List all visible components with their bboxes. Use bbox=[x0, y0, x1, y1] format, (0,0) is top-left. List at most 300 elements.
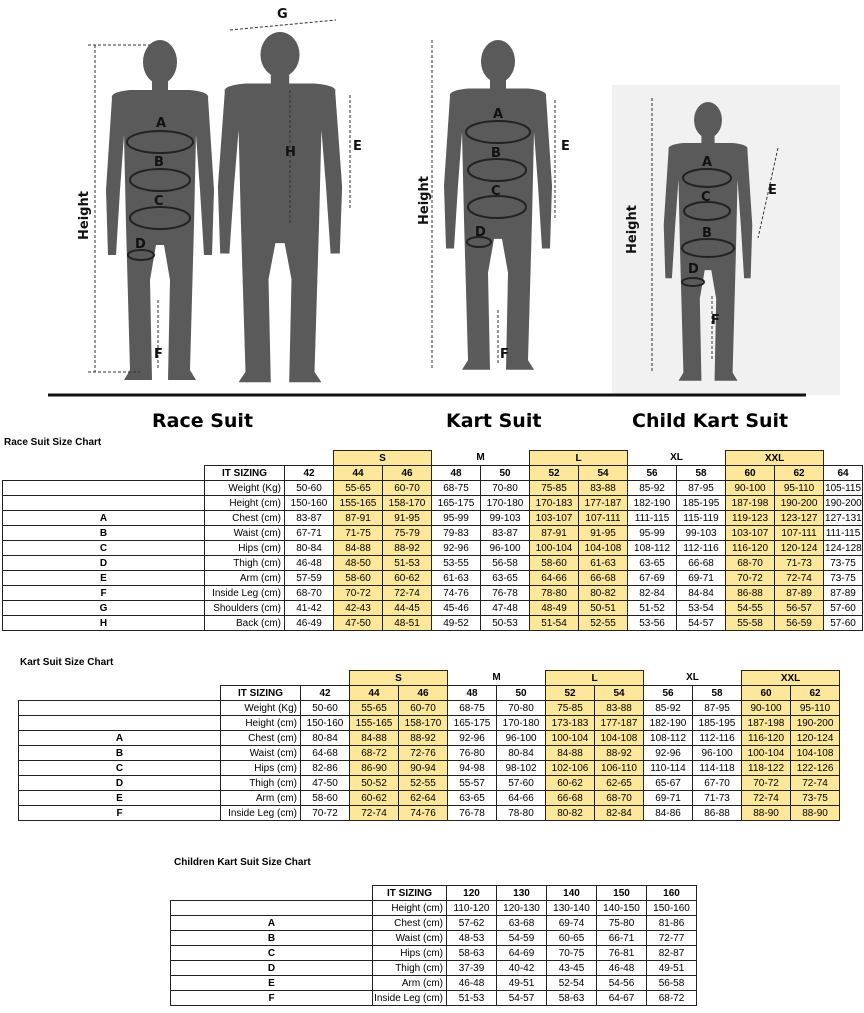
measurement-value: 42-43 bbox=[334, 601, 383, 616]
measurement-value: 72-74 bbox=[791, 776, 840, 791]
measurement-letter: A bbox=[19, 731, 221, 746]
table-row bbox=[171, 961, 697, 976]
child-kart-suit-title: Child Kart Suit bbox=[632, 410, 789, 432]
measurement-value: 71-73 bbox=[775, 556, 824, 571]
measurement-value: 72-74 bbox=[742, 791, 791, 806]
table-row bbox=[171, 946, 697, 961]
size-header: 46 bbox=[399, 686, 448, 701]
measurement-value: 70-80 bbox=[481, 481, 530, 496]
measurement-value: 123-127 bbox=[775, 511, 824, 526]
measurement-value: 75-85 bbox=[546, 701, 595, 716]
measurement-value: 61-63 bbox=[432, 571, 481, 586]
measurement-value: 170-180 bbox=[497, 716, 546, 731]
measurement-value: 72-76 bbox=[399, 746, 448, 761]
size-group-label: XXL bbox=[726, 451, 824, 466]
blank-cell bbox=[301, 671, 350, 686]
measurement-value: 58-60 bbox=[530, 556, 579, 571]
measurement-value: 64-69 bbox=[497, 946, 547, 961]
measurement-value: 73-75 bbox=[824, 571, 863, 586]
measurement-value: 47-48 bbox=[481, 601, 530, 616]
size-group-label: S bbox=[334, 451, 432, 466]
blank-cell bbox=[19, 686, 221, 701]
measurement-letter bbox=[3, 496, 205, 511]
height-label: Height bbox=[625, 205, 640, 254]
measurement-value: 119-123 bbox=[726, 511, 775, 526]
kart-size-table bbox=[18, 670, 840, 821]
measurement-label: Hips (cm) bbox=[221, 761, 301, 776]
measurement-value: 110-114 bbox=[644, 761, 693, 776]
measurement-value: 84-88 bbox=[334, 541, 383, 556]
measurement-value: 81-86 bbox=[647, 916, 697, 931]
size-header: 42 bbox=[285, 466, 334, 481]
race-size-table bbox=[2, 450, 863, 631]
measurement-value: 78-80 bbox=[497, 806, 546, 821]
letter-f: F bbox=[500, 347, 509, 362]
measurement-value: 71-75 bbox=[334, 526, 383, 541]
letter-f: F bbox=[711, 313, 720, 328]
measurement-value: 177-187 bbox=[579, 496, 628, 511]
measurement-value: 94-98 bbox=[448, 761, 497, 776]
it-sizing-label: IT SIZING bbox=[221, 686, 301, 701]
measurement-value: 51-53 bbox=[447, 991, 497, 1006]
measurement-letter: G bbox=[3, 601, 205, 616]
measurement-value: 110-120 bbox=[447, 901, 497, 916]
measurement-value: 70-72 bbox=[334, 586, 383, 601]
measurement-letter: F bbox=[19, 806, 221, 821]
measurement-value: 103-107 bbox=[726, 526, 775, 541]
measurement-value: 55-65 bbox=[334, 481, 383, 496]
measurement-value: 130-140 bbox=[547, 901, 597, 916]
table-row bbox=[19, 806, 840, 821]
measurement-value: 84-88 bbox=[546, 746, 595, 761]
measurement-label: Thigh (cm) bbox=[205, 556, 285, 571]
measurement-value: 70-72 bbox=[742, 776, 791, 791]
measurement-value: 67-71 bbox=[285, 526, 334, 541]
blank-cell bbox=[824, 451, 863, 466]
measurement-value: 65-67 bbox=[644, 776, 693, 791]
measurement-value: 83-87 bbox=[285, 511, 334, 526]
measurement-value: 170-180 bbox=[481, 496, 530, 511]
measurement-label: Waist (cm) bbox=[205, 526, 285, 541]
measurement-value: 173-183 bbox=[546, 716, 595, 731]
measurement-value: 64-68 bbox=[301, 746, 350, 761]
measurement-value: 45-46 bbox=[432, 601, 481, 616]
measurement-value: 50-51 bbox=[579, 601, 628, 616]
measurement-value: 95-110 bbox=[775, 481, 824, 496]
measurement-value: 87-89 bbox=[775, 586, 824, 601]
measurement-value: 95-110 bbox=[791, 701, 840, 716]
measurement-value: 56-58 bbox=[647, 976, 697, 991]
measurement-letter bbox=[171, 901, 373, 916]
measurement-value: 51-54 bbox=[530, 616, 579, 631]
table-row bbox=[3, 571, 863, 586]
measurement-value: 187-198 bbox=[726, 496, 775, 511]
size-header: 50 bbox=[481, 466, 530, 481]
size-header: 58 bbox=[693, 686, 742, 701]
measurement-value: 43-45 bbox=[547, 961, 597, 976]
measurement-value: 60-70 bbox=[383, 481, 432, 496]
measurement-value: 66-71 bbox=[597, 931, 647, 946]
size-header: 52 bbox=[530, 466, 579, 481]
measurement-value: 92-96 bbox=[448, 731, 497, 746]
it-sizing-label: IT SIZING bbox=[205, 466, 285, 481]
measurement-label: Thigh (cm) bbox=[373, 961, 447, 976]
measurement-value: 87-95 bbox=[693, 701, 742, 716]
measurement-value: 46-48 bbox=[285, 556, 334, 571]
measurement-value: 99-103 bbox=[481, 511, 530, 526]
measurement-value: 83-88 bbox=[579, 481, 628, 496]
table-row bbox=[19, 701, 840, 716]
measurement-value: 91-95 bbox=[579, 526, 628, 541]
measurement-value: 83-87 bbox=[481, 526, 530, 541]
table-row bbox=[171, 931, 697, 946]
measurement-value: 87-89 bbox=[824, 586, 863, 601]
measurement-value: 56-58 bbox=[481, 556, 530, 571]
measurement-value: 95-99 bbox=[432, 511, 481, 526]
measurement-value: 40-42 bbox=[497, 961, 547, 976]
measurement-value: 96-100 bbox=[481, 541, 530, 556]
measurement-value: 66-68 bbox=[677, 556, 726, 571]
blank-cell bbox=[3, 451, 285, 466]
letter-d: D bbox=[475, 225, 486, 240]
measurement-value: 60-62 bbox=[350, 791, 399, 806]
measurement-value: 75-85 bbox=[530, 481, 579, 496]
measurement-value: 58-60 bbox=[334, 571, 383, 586]
measurement-value: 104-108 bbox=[595, 731, 644, 746]
size-header: 56 bbox=[628, 466, 677, 481]
size-group-label: L bbox=[530, 451, 628, 466]
letter-h: H bbox=[285, 145, 296, 160]
measurement-value: 104-108 bbox=[791, 746, 840, 761]
measurement-value: 58-63 bbox=[547, 991, 597, 1006]
measurement-value: 84-88 bbox=[350, 731, 399, 746]
measurement-value: 124-128 bbox=[825, 542, 862, 554]
measurement-value: 88-90 bbox=[742, 806, 791, 821]
measurement-value: 47-50 bbox=[334, 616, 383, 631]
measurement-value: 64-67 bbox=[597, 991, 647, 1006]
measurement-value: 67-70 bbox=[693, 776, 742, 791]
measurement-value: 51-52 bbox=[628, 601, 677, 616]
table-row bbox=[171, 976, 697, 991]
letter-b: B bbox=[702, 226, 712, 241]
measurement-value: 44-45 bbox=[383, 601, 432, 616]
measurement-value: 85-92 bbox=[628, 481, 677, 496]
measurement-value: 116-120 bbox=[726, 541, 775, 556]
measurement-value: 80-84 bbox=[285, 541, 334, 556]
measurement-value: 60-65 bbox=[547, 931, 597, 946]
measurement-value: 76-78 bbox=[448, 806, 497, 821]
measurement-letter: B bbox=[3, 526, 205, 541]
measurement-value: 54-56 bbox=[597, 976, 647, 991]
measurement-value: 71-73 bbox=[693, 791, 742, 806]
size-group-row bbox=[19, 671, 840, 686]
measurement-value: 68-75 bbox=[448, 701, 497, 716]
race-suit-title: Race Suit bbox=[152, 410, 254, 432]
measurement-value: 67-69 bbox=[628, 571, 677, 586]
measurement-value: 53-55 bbox=[432, 556, 481, 571]
measurement-letter: E bbox=[171, 976, 373, 991]
measurement-value: 75-80 bbox=[597, 916, 647, 931]
measurement-value: 70-72 bbox=[301, 806, 350, 821]
measurement-value: 46-48 bbox=[597, 961, 647, 976]
measurement-value: 57-60 bbox=[824, 601, 863, 616]
letter-d: D bbox=[688, 262, 699, 277]
letter-a: A bbox=[156, 116, 167, 131]
measurement-value: 82-87 bbox=[647, 946, 697, 961]
measurement-letter: E bbox=[3, 571, 205, 586]
size-header: 56 bbox=[644, 686, 693, 701]
measurement-value: 76-81 bbox=[597, 946, 647, 961]
measurement-value: 88-90 bbox=[791, 806, 840, 821]
measurement-value: 57-62 bbox=[447, 916, 497, 931]
measurement-value: 107-111 bbox=[579, 511, 628, 526]
measurement-value: 68-70 bbox=[595, 791, 644, 806]
measurement-value: 84-84 bbox=[677, 586, 726, 601]
measurement-value: 190-200 bbox=[791, 716, 840, 731]
size-header-row bbox=[19, 686, 840, 701]
measurement-value: 68-72 bbox=[647, 991, 697, 1006]
measurement-value: 76-80 bbox=[448, 746, 497, 761]
measurement-value: 114-118 bbox=[693, 761, 742, 776]
table-row bbox=[19, 716, 840, 731]
measurement-value: 41-42 bbox=[285, 601, 334, 616]
measurement-value: 170-183 bbox=[530, 496, 579, 511]
measurement-value: 48-49 bbox=[530, 601, 579, 616]
measurement-value: 70-72 bbox=[726, 571, 775, 586]
measurement-value: 57-60 bbox=[824, 616, 863, 631]
measurement-value: 76-78 bbox=[481, 586, 530, 601]
letter-b: B bbox=[491, 146, 501, 161]
measurement-label: Height (cm) bbox=[221, 716, 301, 731]
measurement-value: 158-170 bbox=[383, 496, 432, 511]
measurement-value: 100-104 bbox=[742, 746, 791, 761]
measurement-value: 55-58 bbox=[726, 616, 775, 631]
measurement-value: 108-112 bbox=[644, 731, 693, 746]
measurement-value: 60-62 bbox=[546, 776, 595, 791]
letter-e: E bbox=[353, 139, 362, 154]
measurement-value: 90-94 bbox=[399, 761, 448, 776]
size-header-row bbox=[171, 886, 697, 901]
table-row bbox=[3, 481, 863, 496]
measurement-value: 72-77 bbox=[647, 931, 697, 946]
measurement-letter: A bbox=[3, 511, 205, 526]
measurement-label: Height (cm) bbox=[373, 901, 447, 916]
measurement-value: 73-75 bbox=[824, 556, 863, 571]
measurement-label: Chest (cm) bbox=[221, 731, 301, 746]
size-header: 60 bbox=[742, 686, 791, 701]
measurement-value: 61-63 bbox=[579, 556, 628, 571]
measurement-value: 88-92 bbox=[595, 746, 644, 761]
measurement-letter: E bbox=[19, 791, 221, 806]
table-row bbox=[19, 791, 840, 806]
size-header: 160 bbox=[647, 886, 697, 901]
measurement-value: 88-92 bbox=[399, 731, 448, 746]
measurement-value: 155-165 bbox=[350, 716, 399, 731]
measurement-value: 69-71 bbox=[644, 791, 693, 806]
measurement-value: 49-51 bbox=[647, 961, 697, 976]
race-suit-figures bbox=[106, 32, 342, 382]
table-row bbox=[171, 901, 697, 916]
measurement-value: 112-116 bbox=[693, 731, 742, 746]
body-measurement-figures bbox=[0, 0, 864, 400]
measurement-value: 74-76 bbox=[399, 806, 448, 821]
measurement-value: 99-103 bbox=[677, 526, 726, 541]
measurement-label: Weight (Kg) bbox=[205, 481, 285, 496]
measurement-value: 68-70 bbox=[285, 586, 334, 601]
height-label: Height bbox=[417, 176, 432, 225]
measurement-label: Inside Leg (cm) bbox=[205, 586, 285, 601]
measurement-value: 62-64 bbox=[399, 791, 448, 806]
measurement-value: 115-119 bbox=[677, 511, 726, 526]
measurement-label: Weight (Kg) bbox=[221, 701, 301, 716]
measurement-value: 158-170 bbox=[399, 716, 448, 731]
measurement-value: 98-102 bbox=[497, 761, 546, 776]
measurement-value: 66-68 bbox=[546, 791, 595, 806]
size-header: 48 bbox=[432, 466, 481, 481]
measurement-label: Thigh (cm) bbox=[221, 776, 301, 791]
blank-cell bbox=[285, 451, 334, 466]
measurement-value: 165-175 bbox=[432, 496, 481, 511]
child-chart-title: Children Kart Suit Size Chart bbox=[174, 857, 311, 868]
measurement-label: Waist (cm) bbox=[221, 746, 301, 761]
measurement-value: 182-190 bbox=[644, 716, 693, 731]
measurement-value: 50-52 bbox=[350, 776, 399, 791]
measurement-letter: F bbox=[3, 586, 205, 601]
size-header-row bbox=[3, 466, 863, 481]
measurement-value: 48-53 bbox=[447, 931, 497, 946]
measurement-value: 87-95 bbox=[677, 481, 726, 496]
measurement-value: 82-84 bbox=[628, 586, 677, 601]
measurement-value: 140-150 bbox=[597, 901, 647, 916]
measurement-value: 87-91 bbox=[530, 526, 579, 541]
size-header: 54 bbox=[579, 466, 628, 481]
size-header: 140 bbox=[547, 886, 597, 901]
size-group-label: XXL bbox=[742, 671, 840, 686]
size-header: 46 bbox=[383, 466, 432, 481]
size-header: 62 bbox=[791, 686, 840, 701]
measurement-letter: D bbox=[3, 556, 205, 571]
measurement-value: 80-82 bbox=[546, 806, 595, 821]
measurement-value: 102-106 bbox=[546, 761, 595, 776]
measurement-label: Waist (cm) bbox=[373, 931, 447, 946]
measurement-value: 187-198 bbox=[742, 716, 791, 731]
measurement-value: 57-59 bbox=[285, 571, 334, 586]
measurement-value: 90-100 bbox=[726, 481, 775, 496]
measurement-value: 96-100 bbox=[693, 746, 742, 761]
measurement-value: 95-99 bbox=[628, 526, 677, 541]
size-header: 58 bbox=[677, 466, 726, 481]
measurement-value: 58-60 bbox=[301, 791, 350, 806]
measurement-value: 63-65 bbox=[628, 556, 677, 571]
child-size-table bbox=[170, 885, 697, 1006]
size-header: 44 bbox=[350, 686, 399, 701]
measurement-value: 83-88 bbox=[595, 701, 644, 716]
measurement-value: 73-75 bbox=[791, 791, 840, 806]
measurement-value: 190-200 bbox=[775, 496, 824, 511]
measurement-label: Hips (cm) bbox=[205, 541, 285, 556]
measurement-value: 185-195 bbox=[693, 716, 742, 731]
letter-e: E bbox=[561, 139, 570, 154]
measurement-label: Back (cm) bbox=[205, 616, 285, 631]
measurement-value: 78-80 bbox=[530, 586, 579, 601]
measurement-label: Arm (cm) bbox=[221, 791, 301, 806]
measurement-value: 79-83 bbox=[432, 526, 481, 541]
table-row bbox=[171, 916, 697, 931]
letter-a: A bbox=[702, 155, 713, 170]
size-header: 50 bbox=[497, 686, 546, 701]
measurement-letter: C bbox=[171, 946, 373, 961]
letter-b: B bbox=[154, 155, 164, 170]
letter-g: G bbox=[277, 7, 288, 22]
measurement-value: 46-49 bbox=[285, 616, 334, 631]
measurement-value: 92-96 bbox=[644, 746, 693, 761]
measurement-value: 48-50 bbox=[334, 556, 383, 571]
letter-c: C bbox=[491, 184, 501, 199]
measurement-value: 55-65 bbox=[350, 701, 399, 716]
measurement-value: 190-200 bbox=[825, 497, 862, 509]
measurement-letter: D bbox=[171, 961, 373, 976]
size-group-label: XL bbox=[644, 671, 742, 686]
measurement-value: 56-59 bbox=[775, 616, 824, 631]
measurement-value: 118-122 bbox=[742, 761, 791, 776]
measurement-value: 55-57 bbox=[448, 776, 497, 791]
table-row bbox=[171, 991, 697, 1006]
measurement-value: 120-124 bbox=[775, 541, 824, 556]
measurement-value: 54-57 bbox=[677, 616, 726, 631]
measurement-value: 122-126 bbox=[791, 761, 840, 776]
measurement-letter: B bbox=[19, 746, 221, 761]
size-header: 64 bbox=[824, 466, 863, 481]
measurement-value: 116-120 bbox=[742, 731, 791, 746]
measurement-value: 53-56 bbox=[628, 616, 677, 631]
table-row bbox=[3, 601, 863, 616]
measurement-value: 48-51 bbox=[383, 616, 432, 631]
measurement-value: 150-160 bbox=[301, 716, 350, 731]
measurement-value: 72-74 bbox=[775, 571, 824, 586]
measurement-value: 46-48 bbox=[447, 976, 497, 991]
measurement-value: 86-88 bbox=[693, 806, 742, 821]
measurement-value: 70-80 bbox=[497, 701, 546, 716]
measurement-value: 100-104 bbox=[546, 731, 595, 746]
measurement-value: 111-115 bbox=[628, 511, 677, 526]
measurement-value: 82-86 bbox=[301, 761, 350, 776]
measurement-value: 62-65 bbox=[595, 776, 644, 791]
measurement-value: 85-92 bbox=[644, 701, 693, 716]
measurement-value: 70-75 bbox=[547, 946, 597, 961]
size-header: 62 bbox=[775, 466, 824, 481]
measurement-value: 90-100 bbox=[742, 701, 791, 716]
measurement-label: Chest (cm) bbox=[373, 916, 447, 931]
measurement-letter bbox=[19, 701, 221, 716]
measurement-value: 120-124 bbox=[791, 731, 840, 746]
measurement-value: 51-53 bbox=[383, 556, 432, 571]
size-group-label: L bbox=[546, 671, 644, 686]
measurement-value: 63-65 bbox=[481, 571, 530, 586]
measurement-value: 72-74 bbox=[383, 586, 432, 601]
table-row bbox=[3, 511, 863, 526]
measurement-value: 150-160 bbox=[647, 901, 697, 916]
size-header: 60 bbox=[726, 466, 775, 481]
measurement-label: Arm (cm) bbox=[205, 571, 285, 586]
measurement-value: 80-84 bbox=[301, 731, 350, 746]
size-header: 48 bbox=[448, 686, 497, 701]
measurement-value: 91-95 bbox=[383, 511, 432, 526]
table-row bbox=[3, 541, 863, 556]
measurement-value: 66-68 bbox=[579, 571, 628, 586]
kart-chart-title: Kart Suit Size Chart bbox=[20, 657, 114, 668]
measurement-label: Chest (cm) bbox=[205, 511, 285, 526]
measurement-letter: D bbox=[19, 776, 221, 791]
